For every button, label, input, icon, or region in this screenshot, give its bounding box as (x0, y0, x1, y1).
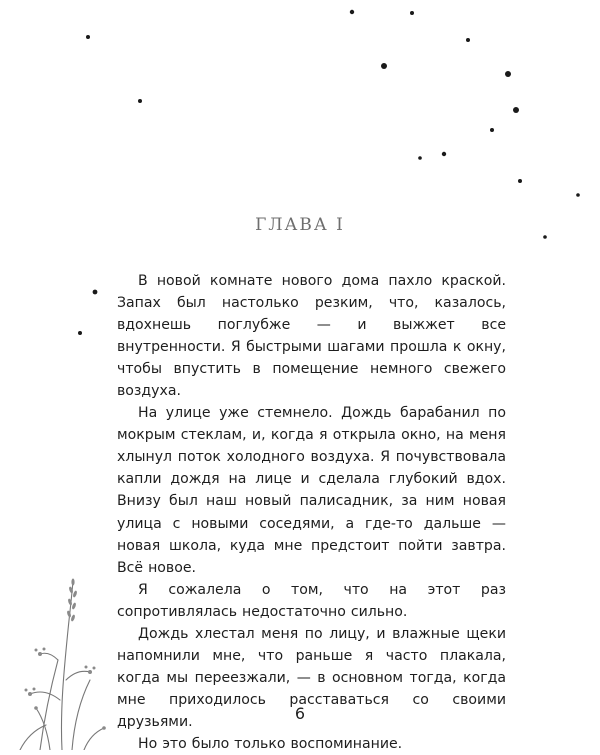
star-dot (490, 128, 494, 132)
paragraph: Дождь хлестал меня по лицу, и влажные щеки напомнили мне, что раньше я часто плакала, когда мы переезжали, — в основном тогда, когда мне приходилось расставаться со своими друзьями. (117, 625, 506, 730)
chapter-title: ГЛАВА I (255, 215, 345, 235)
page-number: 6 (294, 704, 306, 723)
star-dot (86, 35, 90, 39)
star-dot (466, 38, 470, 42)
star-dot (78, 331, 82, 335)
chapter-body (117, 270, 506, 755)
star-dot (138, 99, 142, 103)
star-dot (350, 10, 354, 14)
star-dot (576, 193, 580, 197)
star-dot (93, 290, 98, 295)
star-dot (518, 179, 522, 183)
paragraph: На улице уже стемнело. Дождь барабанил по мокрым стеклам, и, когда я открыла окно, на меня хлынул поток холодного воздуха. Я почувствовала капли дождя на лице и сделала глубокий вдох. Внизу был наш новый палисадник, за ним новая улица с новыми соседями, а где-то дальше — новая школа, куда мне предстоит пойти завтра. Всё новое. (117, 405, 506, 576)
star-dot (410, 11, 414, 15)
star-dot (381, 63, 387, 69)
star-dot (513, 107, 519, 113)
star-dot (442, 152, 446, 156)
star-dot (543, 235, 547, 239)
star-dot (418, 156, 422, 160)
star-dot (505, 71, 511, 77)
paragraph: В новой комнате нового дома пахло краской. Запах был настолько резким, что, казалось, вдохнешь поглубже — и выжжет все внутренности. Я быстрыми шагами прошла к окну, чтобы впустить в помещение немного свежего воздуха. (117, 273, 506, 400)
paragraph: Но это было только воспоминание. (138, 735, 403, 752)
paragraph: Я сожалела о том, что на этот раз сопротивлялась недостаточно сильно. (117, 581, 506, 620)
